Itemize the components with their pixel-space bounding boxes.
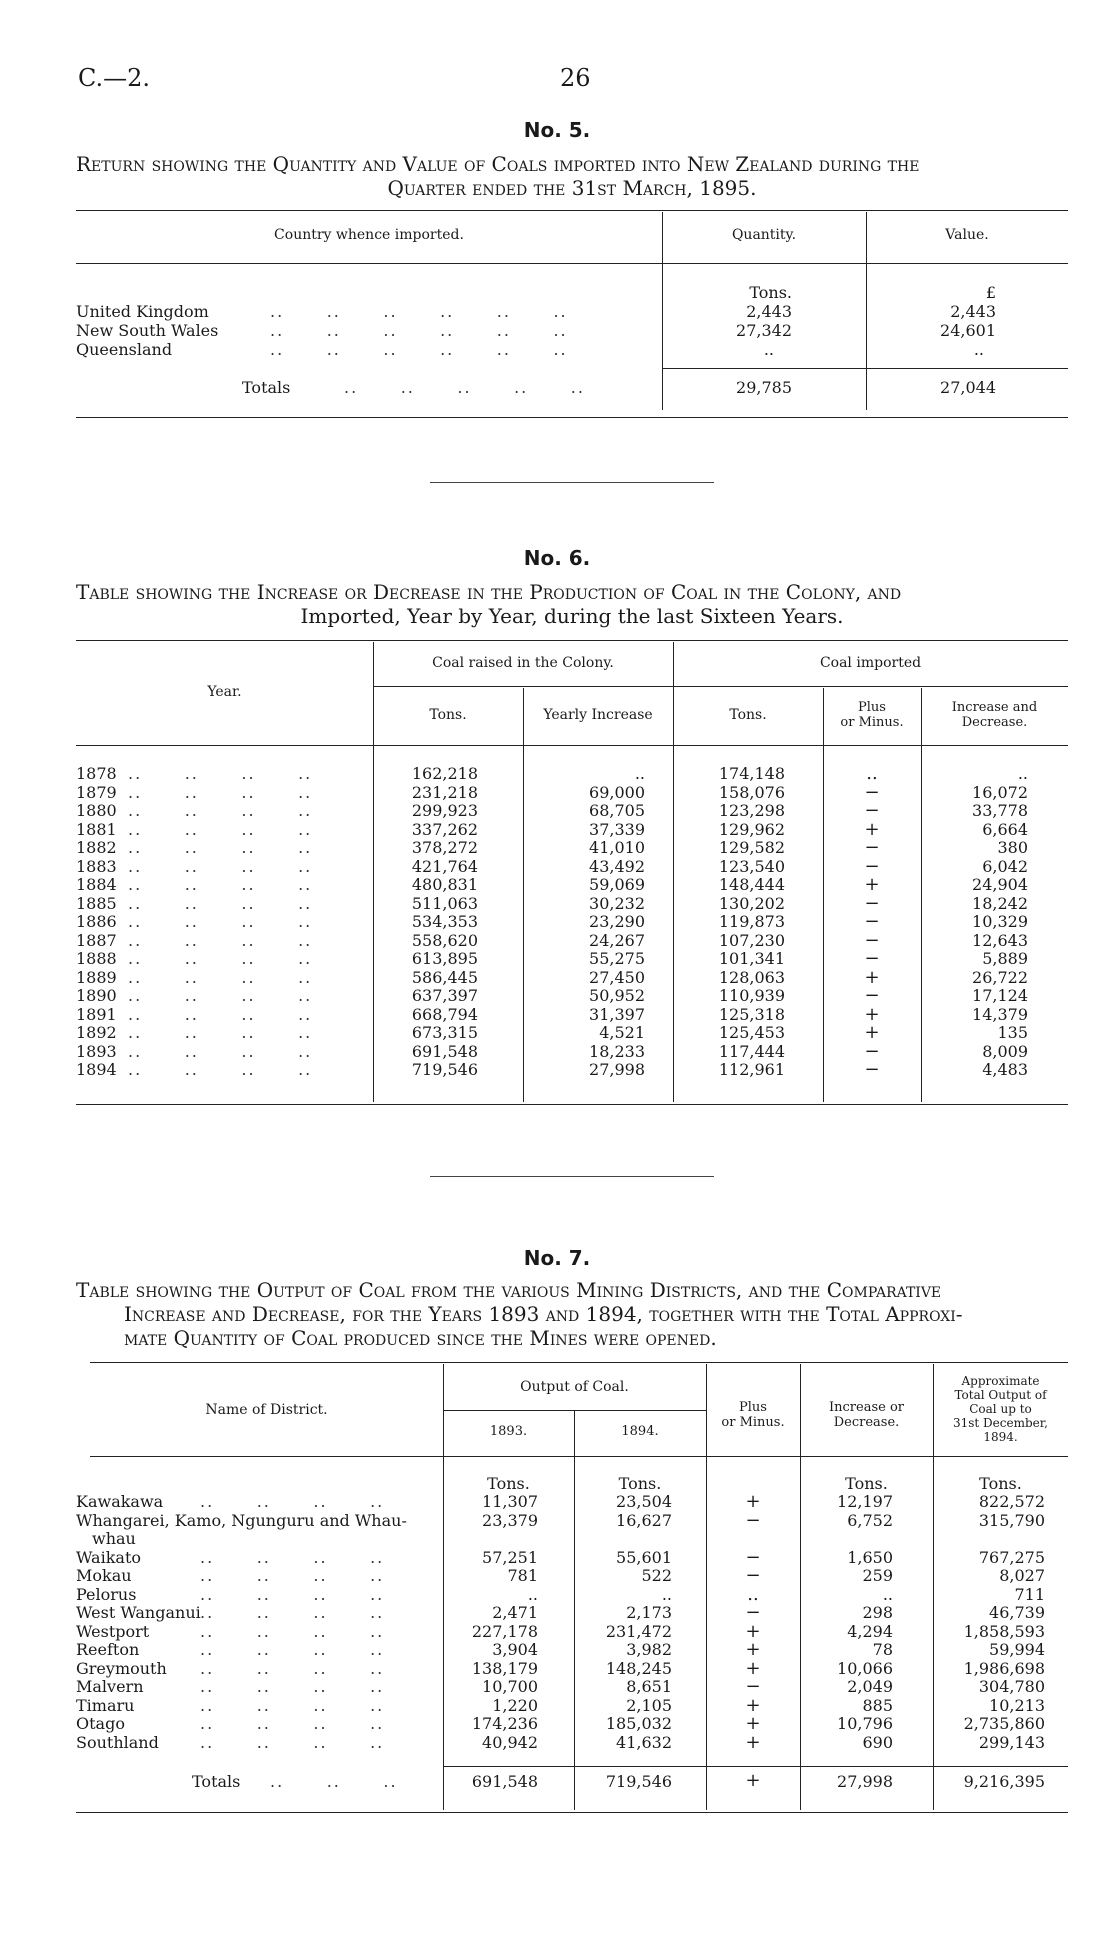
table6-yearly-increase: 4,521 [599,1023,645,1042]
leader-dots: .. .. .. .. [128,930,313,950]
table6-sign: + [864,1003,880,1025]
table7-caption-line3: mate Quantity of Coal produced since the Mines were opened. [124,1326,717,1350]
table7-output-1893: 174,236 [471,1714,538,1733]
table7-caption-line1: Table showing the Output of Coal from the various Mining Districts, and the Comparative [76,1278,942,1302]
leader-dots: .. .. .. .. [128,838,313,857]
table7-sign: − [745,1565,761,1586]
table6-year: 1883 [76,856,117,876]
section-separator [430,1176,714,1177]
leader-dots: .. .. .. .. [128,801,313,820]
table6-sign: + [864,874,880,895]
table6-raised: 673,315 [411,1023,478,1042]
table6-year: 1884 [76,875,117,894]
table5-number: No. 5. [523,118,591,142]
table6-imported: 158,076 [718,782,785,802]
table6-year: 1891 [76,1004,117,1024]
leader-dots: .. .. .. .. [200,1547,385,1567]
table6-sign: − [864,800,880,821]
table7-district: Westport [76,1621,150,1641]
table6-sign: − [864,929,880,951]
table7-total: 1,858,593 [963,1621,1045,1641]
table7-output-1893: .. [527,1584,538,1604]
table6-year: 1880 [76,801,117,820]
table6-sign: + [864,1022,880,1043]
table5-quantity: .. [763,340,774,359]
table7-sign: + [745,1713,761,1734]
table7-sign: + [745,1657,761,1679]
table7-header-incdec: Increase or Decrease. [829,1400,904,1430]
table5-unit-value: £ [985,283,996,302]
leader-dots: .. .. .. .. [128,1060,313,1079]
table7-group-rule [443,1410,706,1411]
table6-imported: 123,540 [718,856,785,876]
table6-bottom-rule [76,1104,1068,1105]
table6-change: 24,904 [972,875,1028,894]
table6-yearly-increase: 27,450 [589,967,645,987]
table7-output-1894: 16,627 [616,1510,672,1530]
table6-year: 1890 [76,986,117,1005]
table6-raised: 162,218 [411,764,478,783]
table6-raised: 719,546 [411,1060,478,1079]
table6-imported: 125,453 [718,1023,785,1042]
table6-year: 1879 [76,782,117,802]
section-separator [430,482,714,483]
table7-district: Mokau [76,1566,132,1585]
table7-output-1894: 2,173 [626,1603,672,1622]
table6-imported: 130,202 [718,893,785,913]
table7-change: 2,049 [847,1677,893,1696]
table6-change: 17,124 [972,986,1028,1005]
table7-district: Otago [76,1714,125,1733]
table6-sign: − [864,892,880,914]
table7-output-1893: 57,251 [482,1547,538,1567]
table7-header-1894: 1894. [621,1424,659,1439]
table7-change: 1,650 [847,1547,893,1567]
table6-year: 1889 [76,967,117,987]
table6-sign: − [864,1040,880,1062]
table7-district: Timaru [76,1695,135,1715]
table5-header-value: Value. [945,227,989,243]
table6-yearly-increase: 31,397 [589,1004,645,1024]
leader-dots: .. .. .. .. [128,1023,313,1042]
table7-output-1894: 41,632 [616,1732,672,1752]
table6-change: 4,483 [982,1060,1028,1079]
table7-output-1894: 2,105 [626,1695,672,1715]
table5-header-quantity: Quantity. [731,227,797,243]
leader-dots: .. .. .. .. [128,782,313,802]
table6-yearly-increase: 69,000 [589,782,645,802]
table5-header-country: Country whence imported. [274,227,464,243]
table6-yearly-increase: 27,998 [589,1060,645,1079]
table6-change: 33,778 [972,801,1028,820]
table7-sign: − [745,1546,761,1568]
table6-change: 8,009 [982,1041,1028,1061]
table6-caption-line1: Table showing the Increase or Decrease in the Production of Coal in the Colony, and [76,580,902,604]
table7-output-1894: 8,651 [626,1677,672,1696]
table7-district: Reefton [76,1640,140,1659]
table7-totals-total: 9,216,395 [963,1772,1045,1791]
table7-caption-line2: Increase and Decrease, for the Years 1893 and 1894, together with the Total Approxi- [124,1302,963,1326]
table6-sign: + [864,966,880,988]
leader-dots: .. .. .. .. [128,986,313,1005]
table6-imported: 148,444 [718,875,785,894]
table7-sign: − [745,1676,761,1697]
table6-year: 1888 [76,949,117,968]
table6-year: 1886 [76,912,117,931]
table7-total: 315,790 [978,1510,1045,1530]
table7-totals-rule [443,1766,1068,1767]
table6-yearly-increase: 23,290 [589,912,645,931]
table6-imported: 119,873 [718,912,785,931]
leader-dots: .. .. .. [270,1772,398,1791]
table6-change: 18,242 [972,893,1028,913]
table7-district: Pelorus [76,1584,137,1604]
table6-change: 135 [997,1023,1028,1042]
table6-raised: 299,923 [411,801,478,820]
table5-country: New South Wales [76,321,219,340]
table7-district: Whangarei, Kamo, Ngunguru and Whau- [76,1510,407,1530]
table6-yearly-increase: 30,232 [589,893,645,913]
table7-district: Kawakawa [76,1492,164,1511]
table7-total: 46,739 [989,1603,1045,1622]
table5-caption-line1: Return showing the Quantity and Value of Coals imported into New Zealand during the [76,152,920,176]
table7-change: .. [882,1584,893,1604]
table7-change: 4,294 [847,1621,893,1641]
table7-output-1893: 227,178 [471,1621,538,1641]
table7-total: 711 [1014,1584,1045,1604]
table7-totals-1893: 691,548 [471,1772,538,1791]
table7-header-rule [90,1456,1068,1457]
table6-raised: 691,548 [411,1041,478,1061]
table7-unit: Tons. [618,1474,662,1493]
table6-imported: 107,230 [718,930,785,950]
table6-raised: 668,794 [411,1004,478,1024]
leader-dots: .. .. .. .. [200,1658,385,1678]
table7-number: No. 7. [523,1246,591,1270]
table6-year: 1887 [76,930,117,950]
table5-bottom-rule [76,417,1068,418]
table6-header-yearly: Yearly Increase [543,707,653,723]
table7-sign: + [745,1491,761,1512]
table7-total: 767,275 [978,1547,1045,1567]
leader-dots: .. .. .. .. .. .. [270,302,568,321]
leader-dots: .. .. .. .. .. .. [270,321,568,340]
table6-year: 1893 [76,1041,117,1061]
table6-change: 16,072 [972,782,1028,802]
leader-dots: .. .. .. .. [200,1640,385,1659]
table6-change: 6,664 [982,819,1028,839]
leader-dots: .. .. .. .. [128,893,313,913]
table6-header-raised: Coal raised in the Colony. [432,655,614,671]
table7-totals-label: Totals [192,1772,241,1791]
table6-sign: − [864,948,880,969]
table7-change: 6,752 [847,1510,893,1530]
table6-imported: 128,063 [718,967,785,987]
table6-imported: 112,961 [718,1060,785,1079]
table5-totals-label: Totals [242,378,291,397]
table7-sign: + [745,1639,761,1660]
table7-output-1893: 11,307 [482,1492,538,1511]
table6-header-imported: Coal imported [819,655,922,671]
table5-totals-value: 27,044 [940,378,996,397]
table6-yearly-increase: 68,705 [589,801,645,820]
table6-imported: 129,962 [718,819,785,839]
table7-total: 304,780 [978,1677,1045,1696]
table7-output-1893: 10,700 [482,1677,538,1696]
table7-total: 299,143 [978,1732,1045,1752]
table6-raised: 586,445 [411,967,478,987]
table6-header-rule [76,745,1068,746]
leader-dots: .. .. .. .. [128,875,313,894]
leader-dots: .. .. .. .. [128,912,313,931]
table7-output-1893: 781 [507,1566,538,1585]
leader-dots: .. .. .. .. [128,1041,313,1061]
table5-quantity: 27,342 [736,321,792,340]
table6-year: 1881 [76,819,117,839]
table6-change: 6,042 [982,856,1028,876]
table6-yearly-increase: 37,339 [589,819,645,839]
table6-raised: 378,272 [411,838,478,857]
table6-group-rule [373,686,1068,687]
leader-dots: .. .. .. .. [128,1004,313,1024]
leader-dots: .. .. .. .. [200,1695,385,1715]
table6-change: 5,889 [982,949,1028,968]
table7-change: 10,796 [837,1714,893,1733]
leader-dots: .. .. .. .. [128,819,313,839]
table6-yearly-increase: 18,233 [589,1041,645,1061]
table6-header-year: Year. [207,684,242,700]
table5-totals-rule [662,368,1068,369]
table6-imported: 129,582 [718,838,785,857]
table7-district-continued: whau [92,1529,136,1548]
leader-dots: .. .. .. .. [200,1492,385,1511]
table7-unit: Tons. [845,1474,888,1493]
table7-sign: + [745,1694,761,1716]
table6-raised: 421,764 [411,856,478,876]
table6-yearly-increase: 50,952 [589,986,645,1005]
table7-output-1894: .. [661,1584,672,1604]
table7-district: Malvern [76,1677,144,1696]
table7-totals-sign: + [745,1770,761,1791]
table6-header-plus: Plus or Minus. [840,700,904,730]
table6-imported: 123,298 [718,801,785,820]
table6-imported: 125,318 [718,1004,785,1024]
table5-country: Queensland [76,340,173,359]
table6-top-rule [76,640,1068,641]
leader-dots: .. .. .. .. .. [344,378,585,397]
table6-change: 380 [997,838,1028,857]
table6-yearly-increase: 59,069 [589,875,645,894]
table6-header-tons: Tons. [429,707,467,723]
leader-dots: .. .. .. .. [200,1584,385,1604]
table7-district: Waikato [76,1547,142,1567]
table7-header-plus: Plus or Minus. [721,1400,785,1430]
leader-dots: .. .. .. .. [128,764,313,783]
table7-sign: − [745,1509,761,1531]
table6-raised: 534,353 [411,912,478,931]
table6-year: 1892 [76,1023,117,1042]
table7-change: 885 [862,1695,893,1715]
table6-sign: − [864,1059,880,1080]
table7-output-1894: 3,982 [626,1640,672,1659]
table6-year: 1885 [76,893,117,913]
table7-total: 1,986,698 [963,1658,1045,1678]
table6-yearly-increase: 41,010 [589,838,645,857]
table6-raised: 613,895 [411,949,478,968]
table7-unit: Tons. [979,1474,1022,1493]
table6-header-tons2: Tons. [729,707,767,723]
table5-caption-line2: Quarter ended the 31st March, 1895. [387,176,757,200]
leader-dots: .. .. .. .. [200,1603,385,1622]
table7-change: 259 [862,1566,893,1585]
table5-value: 24,601 [940,321,996,340]
table5-value: 2,443 [950,302,996,321]
table7-output-1894: 185,032 [605,1714,672,1733]
table6-imported: 110,939 [718,986,785,1005]
table6-sign: + [864,818,880,840]
table7-output-1894: 55,601 [616,1547,672,1567]
table7-sign: − [745,1602,761,1623]
table7-totals-change: 27,998 [837,1772,893,1791]
table6-raised: 558,620 [411,930,478,950]
table7-district: West Wanganui [76,1603,201,1622]
table7-total: 59,994 [989,1640,1045,1659]
table7-sign: + [745,1731,761,1753]
table5-totals-quantity: 29,785 [736,378,792,397]
table7-header-output: Output of Coal. [520,1379,629,1395]
table6-col-divider [823,688,824,1102]
table6-raised: 637,397 [411,986,478,1005]
table7-total: 822,572 [978,1492,1045,1511]
table6-yearly-increase: .. [634,764,645,783]
table7-change: 298 [862,1603,893,1622]
table5-country: United Kingdom [76,302,209,321]
table7-totals-1894: 719,546 [605,1772,672,1791]
table6-sign: − [864,781,880,803]
table7-output-1893: 138,179 [471,1658,538,1678]
table6-yearly-increase: 43,492 [589,856,645,876]
table7-output-1893: 2,471 [492,1603,538,1622]
table7-total: 10,213 [989,1695,1045,1715]
leader-dots: .. .. .. .. .. .. [270,340,568,359]
table6-imported: 174,148 [718,764,785,783]
table7-unit: Tons. [487,1474,530,1493]
table7-bottom-rule [76,1812,1068,1813]
table6-caption-line2: Imported, Year by Year, during the last Sixteen Years. [300,604,844,628]
leader-dots: .. .. .. .. [128,967,313,987]
table7-change: 78 [872,1640,893,1659]
table7-top-rule [90,1362,1068,1363]
table7-output-1894: 522 [641,1566,672,1585]
leader-dots: .. .. .. .. [200,1621,385,1641]
table6-change: 10,329 [972,912,1028,931]
table5-unit-quantity: Tons. [749,283,792,302]
table6-sign: − [864,911,880,932]
table7-col-divider [706,1364,707,1810]
leader-dots: .. .. .. .. [128,949,313,968]
table7-output-1893: 40,942 [482,1732,538,1752]
table5-value: .. [973,340,984,359]
table6-raised: 511,063 [411,893,478,913]
table7-output-1893: 1,220 [492,1695,538,1715]
document-reference: C.—2. [78,64,151,92]
table6-header-incdec: Increase and Decrease. [951,700,1038,730]
table6-yearly-increase: 24,267 [589,930,645,950]
table5-top-rule [76,210,1068,211]
leader-dots: .. .. .. .. [128,856,313,876]
table6-raised: 480,831 [411,875,478,894]
table5-header-rule [76,263,1068,264]
table5-quantity: 2,443 [746,302,792,321]
table6-change: .. [1017,764,1028,783]
table6-yearly-increase: 55,275 [589,949,645,968]
leader-dots: .. .. .. .. [200,1566,385,1585]
table6-sign: − [864,985,880,1006]
table6-raised: 231,218 [411,782,478,802]
table7-total: 2,735,860 [963,1714,1045,1733]
table7-output-1894: 23,504 [616,1492,672,1511]
table6-year: 1882 [76,838,117,857]
table6-year: 1878 [76,764,117,783]
table7-header-total: Approximate Total Output of Coal up to 31st December, 1894. [952,1374,1048,1444]
table7-output-1894: 231,472 [605,1621,672,1641]
table7-header-1893: 1893. [489,1424,528,1439]
table7-header-district: Name of District. [205,1402,328,1418]
table7-total: 8,027 [999,1566,1045,1585]
leader-dots: .. .. .. .. [200,1714,385,1733]
table7-change: 690 [862,1732,893,1752]
table6-change: 12,643 [972,930,1028,950]
page-number: 26 [560,64,591,92]
table7-output-1893: 3,904 [492,1640,538,1659]
table6-imported: 117,444 [718,1041,785,1061]
table7-output-1894: 148,245 [605,1658,672,1678]
table6-change: 14,379 [972,1004,1028,1024]
table7-district: Greymouth [76,1658,167,1678]
leader-dots: .. .. .. .. [200,1677,385,1696]
table6-sign: − [864,855,880,877]
table7-change: 12,197 [837,1492,893,1511]
table7-district: Southland [76,1732,159,1752]
table6-sign: − [864,837,880,858]
table6-imported: 101,341 [718,949,785,968]
table6-change: 26,722 [972,967,1028,987]
table6-year: 1894 [76,1060,117,1079]
table7-sign: .. [747,1583,759,1605]
table7-output-1893: 23,379 [482,1510,538,1530]
table6-sign: .. [866,763,878,784]
table7-sign: + [745,1620,761,1642]
table6-number: No. 6. [523,546,591,570]
leader-dots: .. .. .. .. [200,1732,385,1752]
table7-change: 10,066 [837,1658,893,1678]
table6-raised: 337,262 [411,819,478,839]
